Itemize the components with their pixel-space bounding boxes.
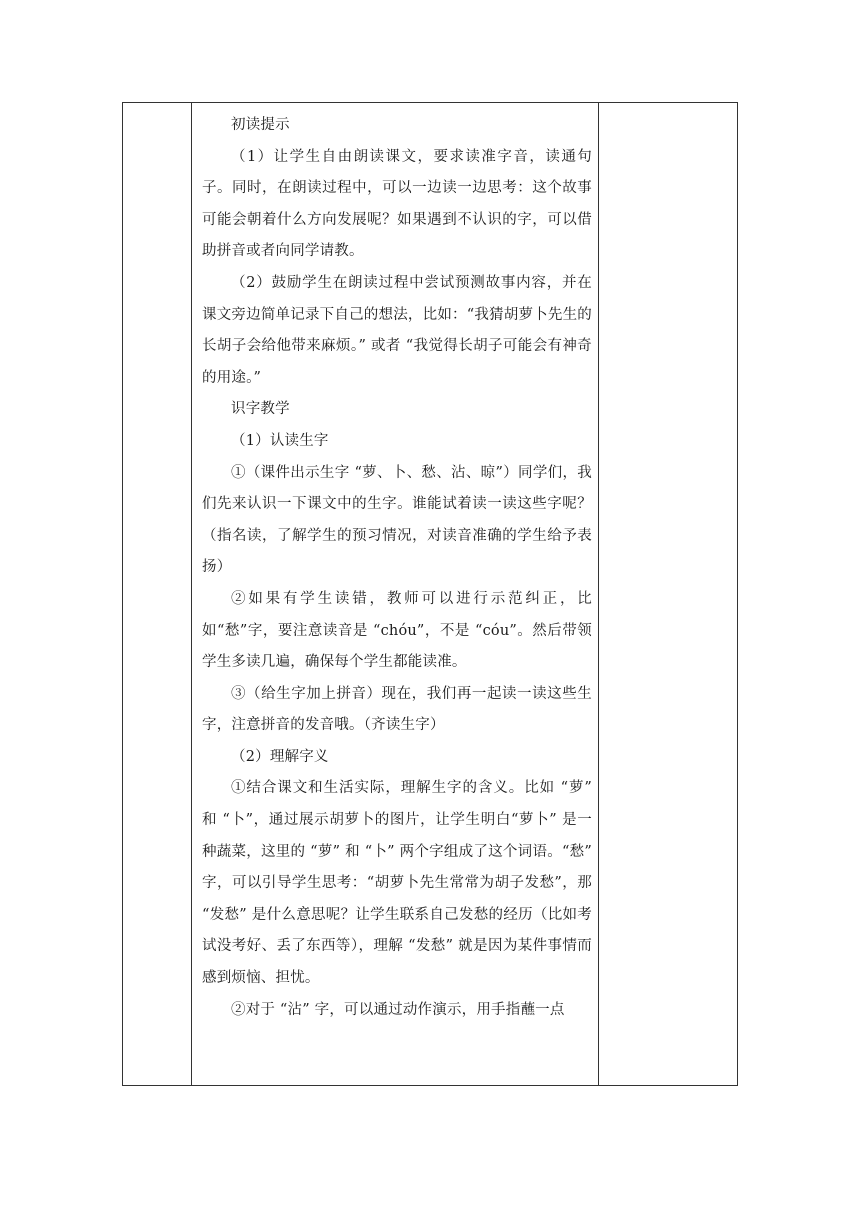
subheading-understand-meaning: （2）理解字义 [231, 748, 329, 765]
paragraph-add-pinyin: ③（给生字加上拼音）现在，我们再一起读一读这些生字，注意拼音的发音哦。（齐读生字） [202, 685, 592, 734]
paragraph-zhan-demo: ②对于 “沾” 字，可以通过动作演示，用手指蘸一点 [231, 1001, 565, 1018]
heading-first-reading-tips: 初读提示 [231, 117, 290, 133]
paragraph-correct-reading: ②如果有学生读错，教师可以进行示范纠正，比如“愁”字，要注意读音是 “chóu”，不是 “cóu”。然后带领学生多读几遍，确保每个学生都能读准。 [202, 590, 592, 671]
lesson-plan-table [122, 102, 738, 1086]
paragraph-prediction: （2）鼓励学生在朗读过程中尝试预测故事内容，并在课文旁边简单记录下自己的想法，比如：“我猜胡萝卜先生的长胡子会给他带来麻烦。” 或者 “我觉得长胡子可能会有神奇的用途。” [202, 274, 592, 386]
paragraph-meaning-explanation: ①结合课文和生活实际，理解生字的含义。比如 “萝” 和 “卜”，通过展示胡萝卜的图片，让学生明白“萝卜” 是一种蔬菜，这里的 “萝” 和 “卜” 两个字组成了这个词语。“愁” 字，可以引导学生思考：“胡萝卜先生常常为胡子发愁”，那 “发愁” 是什么意思呢？让学生联系自己发愁的经历（比如考试没考好、丢了东西等），理解 “发愁” 就是因为某件事情而感到烦恼、担忧。 [202, 780, 592, 987]
paragraph-free-reading: （1）让学生自由朗读课文，要求读准字音，读通句子。同时，在朗读过程中，可以一边读一边思考：这个故事可能会朝着什么方向发展呢？如果遇到不认识的字，可以借助拼音或者向同学请教。 [202, 148, 592, 260]
heading-literacy-teaching: 识字教学 [231, 401, 290, 418]
paragraph-show-characters: ①（课件出示生字 “萝、卜、愁、沾、晾”）同学们，我们先来认识一下课文中的生字。谁能试着读一读这些字呢？（指名读，了解学生的预习情况，对读音准确的学生给予表扬） [202, 464, 592, 576]
subheading-recognize-chars: （1）认读生字 [231, 432, 329, 449]
teaching-content-cell [192, 103, 598, 1026]
right-column-divider [598, 103, 599, 1085]
